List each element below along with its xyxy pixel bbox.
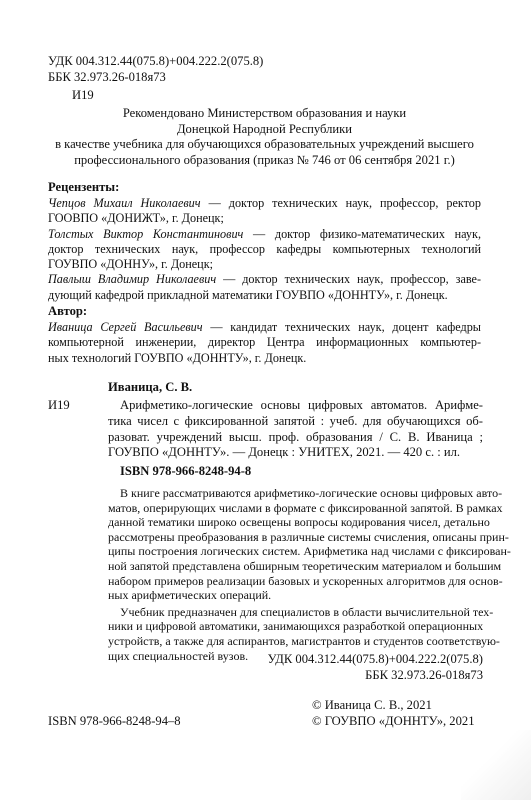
- catalog-mark: И19: [48, 398, 70, 412]
- udk-code: УДК 004.312.44(075.8)+004.222.2(075.8): [48, 54, 264, 68]
- footer-isbn: ISBN 978-966-8248-94–8: [48, 714, 181, 728]
- catalog-line: тика чисел с фиксированной запятой : учеб. для обучающихся об-: [108, 414, 483, 428]
- reviewers-block: [48, 196, 481, 303]
- annotation-line: В книге рассматриваются арифметико-логические основы цифровых авто-: [120, 486, 503, 500]
- recommendation-line: профессионального образования (приказ № 746 от 06 сентября 2021 г.): [74, 152, 455, 167]
- reviewer-name: Чепцов Михаил Николаевич: [48, 196, 201, 210]
- author-name: Иваница Сергей Васильевич: [48, 320, 203, 334]
- reviewer-name: Павлыш Владимир Николаевич: [48, 272, 217, 287]
- reviewer-line: дующий кафедрой прикладной математики ГОУВПО «ДОННТУ», г. Донецк.: [48, 287, 448, 302]
- reviewer-line: доктор технических наук, профессор кафедры компьютерных технологий: [48, 241, 481, 256]
- catalog-line: Арифметико-логические основы цифровых автоматов. Арифме-: [120, 398, 483, 412]
- reviewer-name: Толстых Виктор Константинович: [48, 226, 244, 241]
- copyright-publisher: © ГОУВПО «ДОННТУ», 2021: [312, 714, 475, 728]
- catalog-udk: УДК 004.312.44(075.8)+004.222.2(075.8): [267, 652, 483, 666]
- catalog-line: ГОУВПО «ДОННТУ». — Донецк : УНИТЕХ, 2021. — 420 с. : ил.: [108, 445, 461, 459]
- annotation-line: ники и цифровой автоматики, занимающихся разработкой операционных: [108, 619, 484, 634]
- annotation-line: ных арифметических операций.: [108, 588, 272, 603]
- author-line: компьютерной инженерии, директор Центра информационных компьютер-: [48, 335, 481, 350]
- annotation-line: рассмотрены преобразования в различные системы счисления, описаны прин-: [108, 529, 509, 544]
- scan-corner-shading: [461, 730, 531, 800]
- annotation-line: матов, оперирующих числами в формате с фиксированной запятой. В рамках: [108, 500, 503, 515]
- reviewer-line: ГОУВПО «ДОННУ», г. Донецк;: [48, 257, 214, 272]
- annotation-line: данной тематики широко освещены вопросы кодирования чисел, детально: [108, 515, 490, 530]
- catalog-isbn: ISBN 978-966-8248-94-8: [120, 464, 252, 478]
- catalog-line: разоват. учреждений высш. проф. образования / С. В. Иваница ;: [108, 429, 483, 444]
- author-mark: И19: [72, 88, 94, 102]
- author-block: [48, 320, 481, 366]
- catalog-entry-continued: [108, 414, 483, 461]
- annotation-line: щих специальностей вузов.: [108, 648, 249, 663]
- annotation-line: ной запятой представлена обширным теоретическим материалом и большим: [108, 558, 502, 573]
- bbk-code: ББК 32.973.26-018я73: [48, 70, 166, 84]
- reviewer-line: ГООВПО «ДОНИЖТ», г. Донецк;: [48, 211, 224, 226]
- author-heading: Автор:: [48, 304, 88, 318]
- recommendation-line: Донецкой Народной Республики: [176, 121, 353, 136]
- annotation-line: ципы построения логических систем. Арифметика над числами с фиксирован-: [108, 544, 511, 559]
- catalog-author-heading: Иваница, С. В.: [108, 380, 193, 394]
- recommendation-block: [48, 106, 481, 168]
- annotation-line: устройств, а также для аспирантов, магистрантов и студентов соответствую-: [108, 633, 500, 648]
- annotation-block: [108, 486, 511, 663]
- reviewer-line: Павлыш Владимир Николаевич — доктор технических наук, профессор, заве-: [48, 272, 482, 287]
- author-line: ных технологий ГОУВПО «ДОННТУ», г. Донецк.: [48, 350, 307, 365]
- reviewer-line: Чепцов Михаил Николаевич — доктор технических наук, профессор, ректор: [48, 196, 481, 210]
- annotation-line: набором примеров реализации базовых и ускоренных алгоритмов для основ-: [108, 573, 503, 588]
- annotation-line: Учебник предназначен для специалистов в области вычислительной тех-: [120, 604, 494, 619]
- recommendation-line: в качестве учебника для обучающихся образовательных учреждений высшего: [55, 137, 474, 151]
- recommendation-line: Рекомендовано Министерством образования и науки: [122, 106, 407, 120]
- catalog-bbk: ББК 32.973.26-018я73: [365, 668, 483, 682]
- author-line: Иваница Сергей Васильевич — кандидат технических наук, доцент кафедры: [48, 320, 481, 334]
- catalog-entry: [120, 398, 483, 414]
- reviewers-heading: Рецензенты:: [48, 180, 120, 194]
- reviewer-line: Толстых Виктор Константинович — доктор физико-математических наук,: [48, 226, 481, 241]
- copyright-author: © Иваница С. В., 2021: [312, 698, 432, 712]
